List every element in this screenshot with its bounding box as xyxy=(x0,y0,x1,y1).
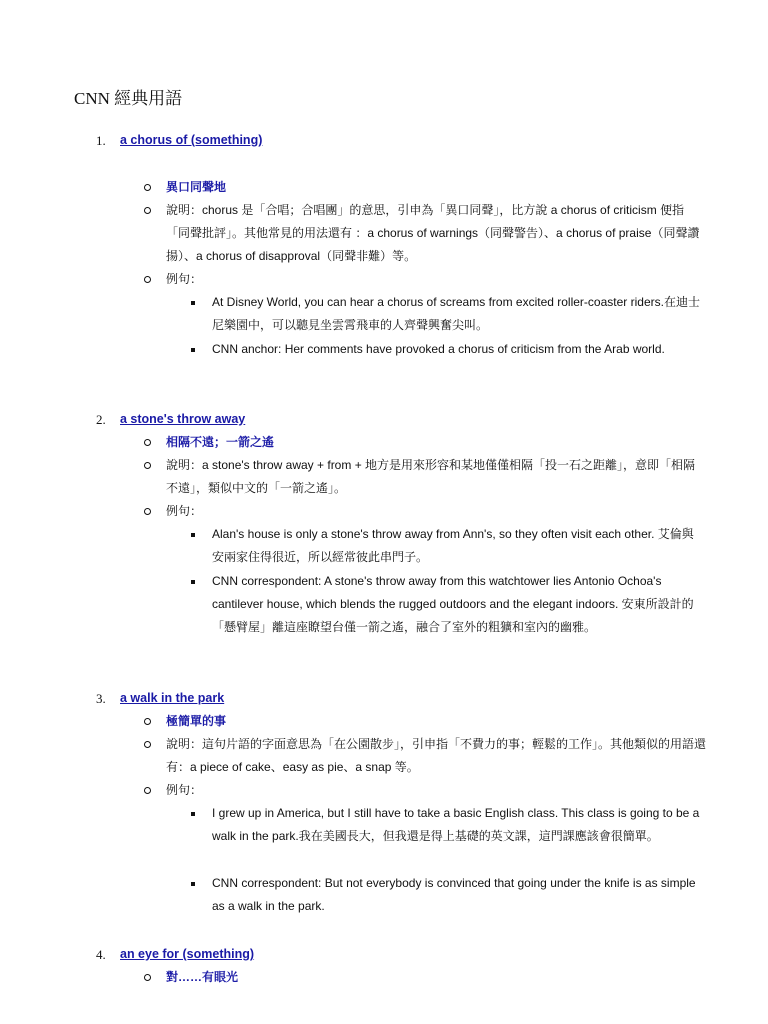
example-item xyxy=(212,523,702,569)
circle-bullet-icon xyxy=(144,718,151,725)
phrase-link[interactable]: a chorus of (something) xyxy=(120,133,263,147)
meaning-item xyxy=(166,966,706,989)
meaning-item xyxy=(166,710,706,733)
square-bullet-icon xyxy=(191,533,195,537)
section-number: 2. xyxy=(96,412,106,427)
example-text: CNN correspondent: But not everybody is convinced that going under the knife is as simple as a walk in the park. xyxy=(212,876,696,913)
circle-bullet-icon xyxy=(144,207,151,214)
phrase-link[interactable]: an eye for (something) xyxy=(120,947,255,961)
example-label: 例句： xyxy=(166,783,203,797)
example-label-item xyxy=(166,268,706,291)
meaning-item xyxy=(166,176,706,199)
meaning-text: 異口同聲地 xyxy=(166,180,227,194)
section-number: 4. xyxy=(96,947,106,962)
example-label-item xyxy=(166,779,706,802)
phrase-link[interactable]: a stone's throw away xyxy=(120,412,246,426)
explanation-item xyxy=(166,454,706,500)
explanation-item xyxy=(166,733,706,779)
meaning-text: 相隔不遠；一箭之遙 xyxy=(166,435,275,449)
example-item xyxy=(212,338,702,361)
circle-bullet-icon xyxy=(144,974,151,981)
example-label: 例句： xyxy=(166,272,203,286)
circle-bullet-icon xyxy=(144,184,151,191)
document-title: CNN 經典用語 xyxy=(74,89,183,108)
meaning-item xyxy=(166,431,706,454)
section-heading xyxy=(96,412,246,428)
circle-bullet-icon xyxy=(144,439,151,446)
circle-bullet-icon xyxy=(144,276,151,283)
example-item xyxy=(212,291,702,337)
square-bullet-icon xyxy=(191,580,195,584)
explanation-text: 說明：a stone's throw away + from + 地方是用來形容和某地僅僅相隔「投一石之距離」，意即「相隔不遠」，類似中文的「一箭之遙」。 xyxy=(166,458,696,495)
circle-bullet-icon xyxy=(144,508,151,515)
example-text: I grew up in America, but I still have to take a basic English class. This class is going to be a walk in the park.我在美國長大，但我還是得上基礎的英文課，這門課應該會很簡單。 xyxy=(212,806,700,843)
example-text: At Disney World, you can hear a chorus of screams from excited roller-coaster riders.在迪士尼樂園中，可以聽見坐雲霄飛車的人齊聲興奮尖叫。 xyxy=(212,295,700,332)
square-bullet-icon xyxy=(191,301,195,305)
circle-bullet-icon xyxy=(144,787,151,794)
example-text: CNN anchor: Her comments have provoked a chorus of criticism from the Arab world. xyxy=(212,342,665,356)
example-item xyxy=(212,802,702,848)
explanation-text: 說明：這句片語的字面意思為「在公園散步」，引申指「不費力的事；輕鬆的工作」。其他類似的用語還有：a piece of cake、easy as pie、a snap 等。 xyxy=(166,737,707,774)
circle-bullet-icon xyxy=(144,741,151,748)
meaning-text: 極簡單的事 xyxy=(166,714,227,728)
square-bullet-icon xyxy=(191,882,195,886)
example-label-item xyxy=(166,500,706,523)
example-item xyxy=(212,570,702,639)
example-text: Alan's house is only a stone's throw away from Ann's, so they often visit each other. 艾倫與安兩家住得很近，所以經常彼此串門子。 xyxy=(212,527,694,564)
section-number: 1. xyxy=(96,133,106,148)
square-bullet-icon xyxy=(191,348,195,352)
example-text: CNN correspondent: A stone's throw away from this watchtower lies Antonio Ochoa's cantilever house, which blends the rugged outdoors and the elegant indoors. 安東所設計的「懸臂屋」離這座瞭望台僅一箭之遙，融合了室外的粗獷和室內的幽雅。 xyxy=(212,574,694,634)
explanation-item xyxy=(166,199,706,268)
example-label: 例句： xyxy=(166,504,203,518)
section-heading xyxy=(96,691,225,707)
section-heading xyxy=(96,133,263,149)
meaning-text: 對……有眼光 xyxy=(166,970,239,984)
section-number: 3. xyxy=(96,691,106,706)
phrase-link[interactable]: a walk in the park xyxy=(120,691,225,705)
explanation-text: 說明：chorus 是「合唱；合唱團」的意思，引申為「異口同聲」，比方說 a chorus of criticism 便指「同聲批評」。其他常見的用法還有 ：a chorus of warnings（同聲警告）、a chorus of praise（同聲讚揚）、a chorus of disapproval（同聲非難）等。 xyxy=(166,203,700,263)
circle-bullet-icon xyxy=(144,462,151,469)
square-bullet-icon xyxy=(191,812,195,816)
section-heading xyxy=(96,947,255,963)
example-item xyxy=(212,872,702,918)
